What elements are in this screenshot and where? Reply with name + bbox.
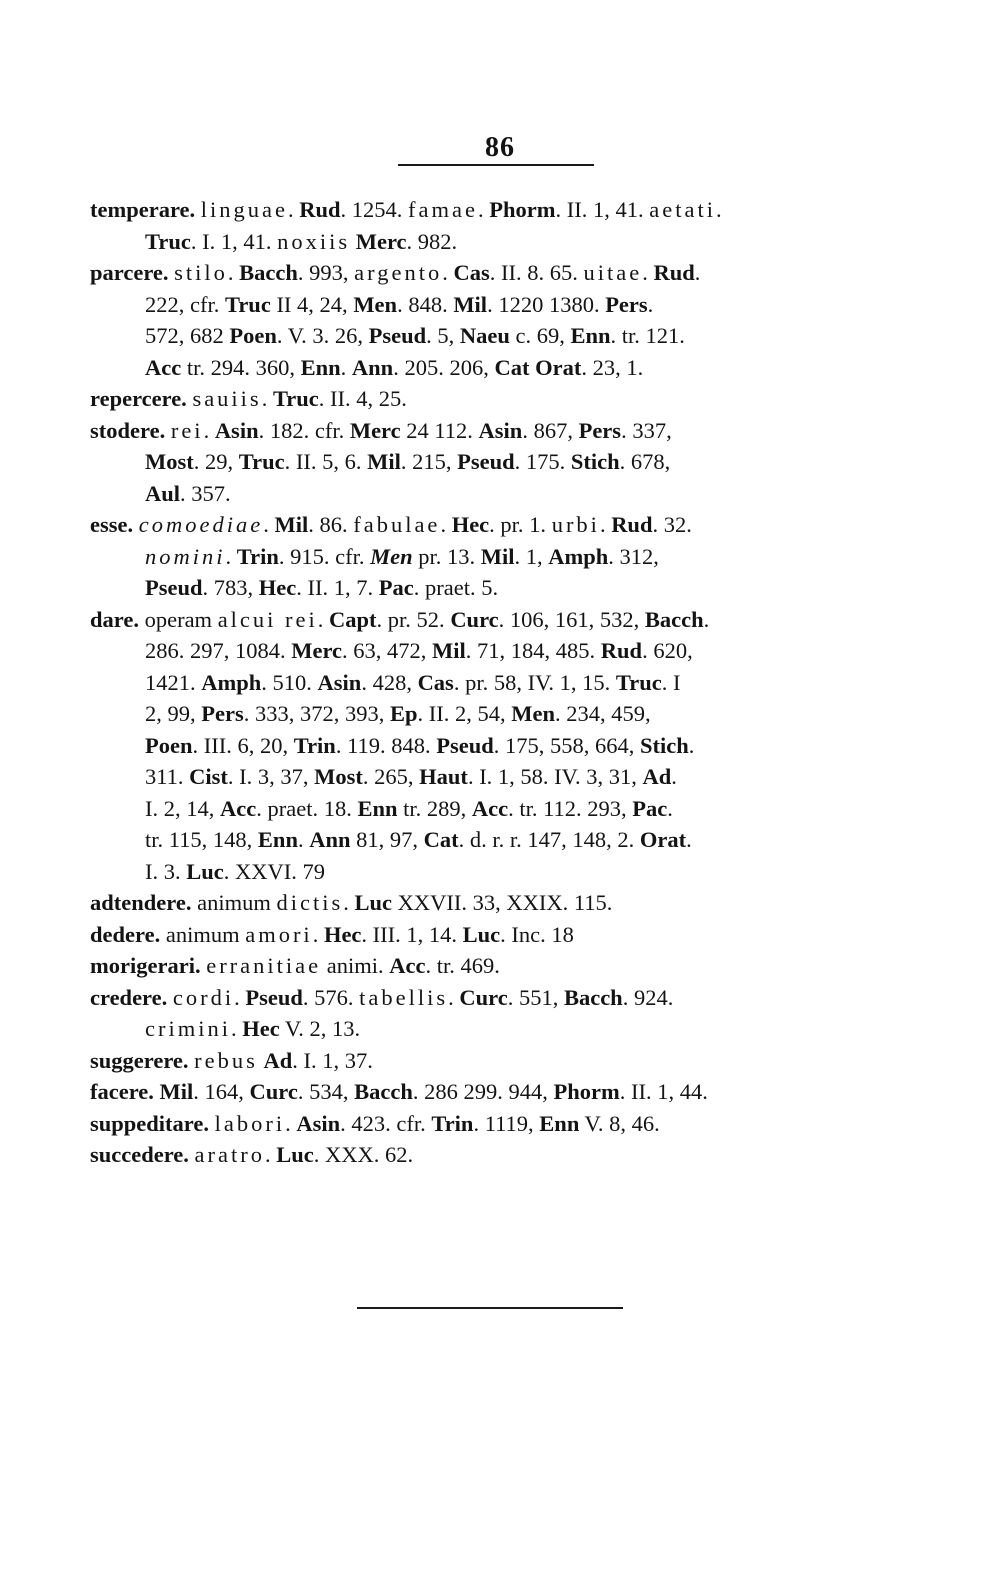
source-abbreviation: Pac bbox=[632, 795, 668, 821]
citation-text: . I. 1, 37. bbox=[292, 1047, 373, 1073]
citation-text: . 1254. bbox=[340, 197, 409, 222]
source-abbreviation: Ad bbox=[642, 764, 672, 789]
entry-continuation-line bbox=[90, 572, 905, 604]
source-abbreviation: Curc bbox=[450, 606, 499, 632]
governed-word: amori bbox=[245, 921, 313, 947]
source-abbreviation: Stich bbox=[640, 732, 689, 758]
source-abbreviation: Ann bbox=[351, 354, 394, 380]
source-abbreviation: Mil bbox=[432, 638, 466, 663]
source-abbreviation: Asin bbox=[478, 417, 523, 443]
source-abbreviation: Luc bbox=[276, 1142, 314, 1167]
citation-text: . bbox=[288, 197, 300, 222]
entry-continuation-line bbox=[90, 793, 905, 825]
citation-text: . II. 5, 6. bbox=[284, 449, 368, 474]
citation-text: . III. 6, 20, bbox=[192, 732, 294, 758]
index-entries bbox=[90, 194, 905, 1171]
citation-text: V. 2, 13. bbox=[279, 1016, 361, 1041]
citation-text: V. 8, 46. bbox=[579, 1110, 660, 1136]
source-abbreviation: Bacch bbox=[239, 260, 298, 285]
source-abbreviation: Men bbox=[511, 701, 556, 726]
entry-continuation-line bbox=[90, 478, 905, 510]
source-abbreviation: Men bbox=[370, 543, 413, 569]
citation-text: . pr. 52. bbox=[376, 606, 451, 632]
citation-text: . 63, 472, bbox=[342, 638, 433, 663]
citation-text: . bbox=[265, 1142, 277, 1167]
citation-text: . 32. bbox=[652, 512, 692, 537]
source-abbreviation: Hec bbox=[323, 921, 362, 947]
citation-text: . 783, bbox=[202, 575, 259, 600]
citation-text: . bbox=[703, 606, 710, 632]
citation-text: . bbox=[667, 795, 673, 821]
citation-text: . 993, bbox=[297, 260, 355, 285]
source-abbreviation: Curc bbox=[249, 1079, 298, 1104]
citation-text: . XXVI. 79 bbox=[223, 858, 326, 884]
citation-text: animum bbox=[191, 890, 277, 915]
source-abbreviation: Mil bbox=[274, 512, 309, 537]
entry-lemma: morigerari. bbox=[90, 953, 201, 978]
entry-lemma: suggerere. bbox=[90, 1047, 189, 1073]
entry-line bbox=[90, 950, 905, 982]
citation-text: . V. 3. 26, bbox=[276, 323, 369, 348]
source-abbreviation: Most bbox=[314, 764, 363, 789]
source-abbreviation: Enn bbox=[539, 1110, 580, 1136]
citation-text: . I. 1, 58. IV. 3, 31, bbox=[467, 764, 643, 789]
governed-word: argento bbox=[354, 260, 443, 285]
source-abbreviation: Mil bbox=[453, 291, 488, 317]
source-abbreviation: Truc bbox=[615, 669, 662, 695]
entry-lemma: parcere. bbox=[90, 260, 169, 285]
citation-text: 286. 297, 1084. bbox=[145, 638, 292, 663]
entry-continuation-line bbox=[90, 698, 905, 730]
source-abbreviation: Luc bbox=[462, 921, 501, 947]
source-abbreviation: Acc bbox=[389, 953, 426, 978]
citation-text: . bbox=[694, 260, 701, 285]
entry-lemma: succedere. bbox=[90, 1142, 189, 1167]
governed-word: aetati bbox=[649, 197, 716, 222]
citation-text: . 551, bbox=[507, 984, 564, 1010]
citation-text: . bbox=[671, 764, 677, 789]
source-abbreviation: Pseud bbox=[368, 323, 427, 348]
citation-text: operam bbox=[138, 606, 218, 632]
governed-word: stilo bbox=[174, 260, 228, 285]
entry-line bbox=[90, 1076, 905, 1108]
source-abbreviation: Merc bbox=[291, 638, 343, 663]
governed-word: famae bbox=[408, 197, 479, 222]
page-number: 86 bbox=[485, 132, 515, 163]
source-abbreviation: Ann bbox=[309, 827, 351, 852]
source-abbreviation: Curc bbox=[459, 984, 508, 1010]
source-abbreviation: Pers bbox=[201, 701, 244, 726]
citation-text: II 4, 24, bbox=[270, 291, 354, 317]
governed-word: aratro bbox=[194, 1142, 266, 1167]
source-abbreviation: Acc bbox=[145, 354, 182, 380]
citation-text: XXVII. 33, XXIX. 115. bbox=[391, 890, 613, 915]
citation-text: . bbox=[317, 606, 330, 632]
citation-text: . bbox=[203, 417, 215, 443]
source-abbreviation: Pers bbox=[605, 291, 648, 317]
source-abbreviation: Cat bbox=[494, 354, 530, 380]
source-abbreviation: Ad bbox=[263, 1047, 293, 1073]
entry-lemma: credere. bbox=[90, 984, 168, 1010]
source-abbreviation: Enn bbox=[300, 354, 341, 380]
source-abbreviation: Ep bbox=[389, 701, 418, 726]
citation-text: . bbox=[715, 197, 722, 222]
citation-text: . I. 3, 37, bbox=[227, 764, 315, 789]
governed-word: nomini bbox=[145, 543, 226, 569]
governed-word: sauiis bbox=[192, 386, 262, 411]
citation-text: . bbox=[599, 512, 612, 537]
citation-text: . 106, 161, 532, bbox=[498, 606, 645, 632]
citation-text: tr. 294. 360, bbox=[181, 354, 301, 380]
entry-lemma: facere. bbox=[90, 1079, 154, 1104]
source-abbreviation: Cist bbox=[189, 764, 228, 789]
source-abbreviation: Most bbox=[145, 449, 194, 474]
citation-text: . bbox=[647, 291, 654, 317]
source-abbreviation: Enn bbox=[357, 795, 398, 821]
governed-word: dictis bbox=[276, 890, 344, 915]
citation-text: . bbox=[343, 890, 355, 915]
source-abbreviation: Pers bbox=[578, 417, 622, 443]
source-abbreviation: Cas bbox=[453, 260, 490, 285]
governed-word: urbi bbox=[551, 512, 600, 537]
citation-text: . pr. 1. bbox=[489, 512, 552, 537]
entry-lemma: dedere. bbox=[90, 921, 161, 947]
citation-text: . 423. cfr. bbox=[340, 1110, 432, 1136]
citation-text: . 5, bbox=[426, 323, 460, 348]
source-abbreviation: Truc bbox=[145, 228, 191, 254]
governed-word: alcui rei bbox=[217, 606, 318, 632]
entry-line bbox=[90, 887, 905, 919]
source-abbreviation: Rud bbox=[653, 260, 695, 285]
header-rule bbox=[398, 164, 594, 166]
citation-text: 222, cfr. bbox=[145, 291, 225, 317]
citation-text: . 534, bbox=[297, 1079, 355, 1104]
source-abbreviation: Pseud bbox=[245, 984, 303, 1010]
citation-text: . 337, bbox=[621, 417, 672, 443]
source-abbreviation: Truc bbox=[224, 291, 271, 317]
citation-text: . II. 1, 7. bbox=[296, 575, 379, 600]
citation-text: . 215, bbox=[400, 449, 458, 474]
citation-text: . 357. bbox=[180, 480, 231, 506]
entry-continuation-line bbox=[90, 446, 905, 478]
citation-text: . bbox=[227, 260, 240, 285]
citation-text: . bbox=[234, 984, 246, 1010]
source-abbreviation: Men bbox=[353, 291, 398, 317]
governed-word: fabulae bbox=[353, 512, 441, 537]
citation-text: . bbox=[225, 543, 237, 569]
entry-line bbox=[90, 257, 905, 289]
entry-continuation-line bbox=[90, 226, 905, 258]
citation-text: pr. 13. bbox=[412, 543, 481, 569]
source-abbreviation: Luc bbox=[186, 858, 224, 884]
citation-text: . 678, bbox=[619, 449, 671, 474]
citation-text: . bbox=[642, 260, 654, 285]
footer-rule bbox=[357, 1307, 623, 1309]
source-abbreviation: Bacch bbox=[563, 984, 623, 1010]
citation-text: . 86. bbox=[308, 512, 354, 537]
citation-text: . bbox=[442, 260, 454, 285]
source-abbreviation: Cat bbox=[423, 827, 459, 852]
citation-text: . III. 1, 14. bbox=[361, 921, 463, 947]
source-abbreviation: Mil bbox=[480, 543, 515, 569]
citation-text: . d. r. r. 147, 148, 2. bbox=[458, 827, 640, 852]
entry-lemma: stodere. bbox=[90, 417, 166, 443]
citation-text: . bbox=[686, 827, 692, 852]
source-abbreviation: Trin bbox=[293, 732, 336, 758]
citation-text: . bbox=[261, 386, 273, 411]
entry-continuation-line bbox=[90, 1013, 905, 1045]
citation-text: . XXX. 62. bbox=[313, 1142, 414, 1167]
citation-text: . I bbox=[661, 669, 681, 695]
source-abbreviation: Pseud bbox=[436, 732, 494, 758]
citation-text: . 924. bbox=[622, 984, 674, 1010]
entry-lemma: repercere. bbox=[90, 386, 187, 411]
entry-line bbox=[90, 1045, 905, 1077]
citation-text: 81, 97, bbox=[350, 827, 424, 852]
citation-text: . 428, bbox=[361, 669, 418, 695]
citation-text: . II. 1, 44. bbox=[619, 1079, 708, 1104]
entry-continuation-line bbox=[90, 856, 905, 888]
citation-text: . I. 1, 41. bbox=[190, 228, 278, 254]
entry-line bbox=[90, 1139, 905, 1171]
citation-text: . 119. 848. bbox=[335, 732, 437, 758]
source-abbreviation: Rud bbox=[299, 197, 341, 222]
citation-text: . 23, 1. bbox=[581, 354, 644, 380]
citation-text: . 915. cfr. bbox=[278, 543, 371, 569]
source-abbreviation: Mil bbox=[159, 1079, 194, 1104]
entry-continuation-line bbox=[90, 541, 905, 573]
entry-continuation-line bbox=[90, 635, 905, 667]
citation-text: . bbox=[297, 827, 310, 852]
source-abbreviation: Hec bbox=[242, 1016, 280, 1041]
source-abbreviation: Acc bbox=[471, 795, 509, 821]
citation-text: . bbox=[478, 197, 490, 222]
entry-lemma: dare. bbox=[90, 606, 139, 632]
citation-text: . bbox=[448, 984, 460, 1010]
citation-text: . 71, 184, 485. bbox=[465, 638, 601, 663]
citation-text: . 576. bbox=[302, 984, 360, 1010]
entry-lemma: adtendere. bbox=[90, 890, 192, 915]
entry-line bbox=[90, 509, 905, 541]
citation-text: . II. 8. 65. bbox=[489, 260, 584, 285]
entry-line bbox=[90, 194, 905, 226]
governed-word: noxiis bbox=[277, 228, 351, 254]
source-abbreviation: Hec bbox=[258, 575, 297, 600]
citation-text: . bbox=[312, 921, 324, 947]
governed-word: rebus bbox=[194, 1047, 258, 1073]
citation-text: . 234, 459, bbox=[555, 701, 651, 726]
citation-text: . 1220 1380. bbox=[487, 291, 606, 317]
citation-text: . praet. 18. bbox=[256, 795, 358, 821]
entry-line bbox=[90, 415, 905, 447]
citation-text: animi. bbox=[321, 953, 390, 978]
source-abbreviation: Bacch bbox=[354, 1079, 413, 1104]
citation-text: . II. 1, 41. bbox=[555, 197, 650, 222]
source-abbreviation: Trin bbox=[236, 543, 279, 569]
citation-text: 572, 682 bbox=[145, 323, 230, 348]
citation-text: 1421. bbox=[145, 669, 202, 695]
entry-continuation-line bbox=[90, 824, 905, 856]
source-abbreviation: Phorm bbox=[489, 197, 556, 222]
entry-line bbox=[90, 919, 905, 951]
citation-text: . 620, bbox=[642, 638, 693, 663]
governed-word: linguae bbox=[200, 197, 289, 222]
entry-continuation-line bbox=[90, 730, 905, 762]
source-abbreviation: Orat bbox=[639, 827, 687, 852]
citation-text: animum bbox=[160, 921, 246, 947]
citation-text: . tr. 112. 293, bbox=[508, 795, 633, 821]
source-abbreviation: Asin bbox=[214, 417, 259, 443]
source-abbreviation: Rud bbox=[600, 638, 643, 663]
citation-text: . Inc. 18 bbox=[500, 921, 574, 947]
source-abbreviation: Merc bbox=[355, 228, 407, 254]
citation-text: 311. bbox=[145, 764, 190, 789]
citation-text: I. 2, 14, bbox=[145, 795, 220, 821]
entry-lemma: temperare. bbox=[90, 197, 196, 222]
citation-text: . 182. cfr. bbox=[258, 417, 350, 443]
citation-text: . 205. 206, bbox=[393, 354, 495, 380]
citation-text: . bbox=[263, 512, 275, 537]
source-abbreviation: Phorm bbox=[553, 1079, 620, 1104]
entry-lemma: suppeditare. bbox=[90, 1110, 209, 1136]
citation-text: . praet. 5. bbox=[413, 575, 499, 600]
citation-text: . 312, bbox=[608, 543, 659, 569]
citation-text: . 982. bbox=[406, 228, 458, 254]
citation-text: . 286 299. 944, bbox=[412, 1079, 554, 1104]
governed-word: cordi bbox=[172, 984, 235, 1010]
citation-text: . 175, 558, 664, bbox=[493, 732, 641, 758]
entry-continuation-line bbox=[90, 289, 905, 321]
citation-text: . tr. 121. bbox=[610, 323, 685, 348]
citation-text: . bbox=[285, 1110, 297, 1136]
source-abbreviation: Asin bbox=[317, 669, 362, 695]
citation-text: . 1, bbox=[514, 543, 549, 569]
entry-continuation-line bbox=[90, 667, 905, 699]
entry-line bbox=[90, 604, 905, 636]
source-abbreviation: Pac bbox=[378, 575, 414, 600]
citation-text: . 867, bbox=[522, 417, 579, 443]
entry-line bbox=[90, 1108, 905, 1140]
source-abbreviation: Trin bbox=[431, 1110, 474, 1136]
citation-text: . 265, bbox=[362, 764, 420, 789]
governed-word: erranitiae bbox=[206, 953, 322, 978]
governed-word: comoediae bbox=[138, 512, 264, 537]
source-abbreviation: Luc bbox=[354, 890, 392, 915]
source-abbreviation: Merc bbox=[349, 417, 401, 443]
citation-text: 24 112. bbox=[400, 417, 479, 443]
source-abbreviation: Poen bbox=[145, 732, 193, 758]
citation-text: I. 3. bbox=[145, 858, 187, 884]
entry-lemma: esse. bbox=[90, 512, 134, 537]
citation-text: . 510. bbox=[261, 669, 318, 695]
citation-text: . 1119, bbox=[473, 1110, 540, 1136]
citation-text: . 333, 372, 393, bbox=[243, 701, 390, 726]
source-abbreviation: Mil bbox=[367, 449, 401, 474]
citation-text: . II. 4, 25. bbox=[318, 386, 407, 411]
source-abbreviation: Orat bbox=[535, 354, 582, 380]
entry-line bbox=[90, 982, 905, 1014]
governed-word: labori bbox=[214, 1110, 286, 1136]
source-abbreviation: Amph bbox=[201, 669, 262, 695]
citation-text: . II. 2, 54, bbox=[417, 701, 512, 726]
citation-text: . bbox=[230, 1016, 243, 1041]
source-abbreviation: Acc bbox=[220, 795, 257, 821]
citation-text: . bbox=[440, 512, 452, 537]
source-abbreviation: Bacch bbox=[644, 606, 704, 632]
citation-text: tr. 289, bbox=[397, 795, 472, 821]
source-abbreviation: Poen bbox=[229, 323, 277, 348]
citation-text: . 848. bbox=[397, 291, 454, 317]
source-abbreviation: Capt bbox=[329, 606, 377, 632]
source-abbreviation: Haut bbox=[419, 764, 468, 789]
source-abbreviation: Enn bbox=[570, 323, 611, 348]
citation-text: c. 69, bbox=[509, 323, 571, 348]
citation-text: . 175. bbox=[514, 449, 571, 474]
entry-continuation-line bbox=[90, 352, 905, 384]
source-abbreviation: Pseud bbox=[145, 575, 203, 600]
citation-text: . 164, bbox=[193, 1079, 250, 1104]
source-abbreviation: Enn bbox=[257, 827, 298, 852]
source-abbreviation: Amph bbox=[548, 543, 609, 569]
source-abbreviation: Asin bbox=[296, 1110, 341, 1136]
citation-text: . 29, bbox=[193, 449, 239, 474]
source-abbreviation: Rud bbox=[611, 512, 653, 537]
source-abbreviation: Naeu bbox=[459, 323, 510, 348]
entry-continuation-line bbox=[90, 761, 905, 793]
governed-word: crimini bbox=[145, 1016, 231, 1041]
citation-text: tr. 115, 148, bbox=[145, 827, 258, 852]
citation-text: . bbox=[688, 732, 695, 758]
source-abbreviation: Truc bbox=[272, 386, 319, 411]
entry-line bbox=[90, 383, 905, 415]
governed-word: tabellis bbox=[359, 984, 449, 1010]
citation-text: . pr. 58, IV. 1, 15. bbox=[453, 669, 616, 695]
governed-word: rei bbox=[170, 417, 204, 443]
citation-text: . bbox=[340, 354, 352, 380]
source-abbreviation: Truc bbox=[238, 449, 285, 474]
entry-continuation-line bbox=[90, 320, 905, 352]
citation-text: 2, 99, bbox=[145, 701, 202, 726]
source-abbreviation: Aul bbox=[145, 480, 181, 506]
citation-text: . tr. 469. bbox=[425, 953, 500, 978]
source-abbreviation: Hec bbox=[451, 512, 490, 537]
source-abbreviation: Pseud bbox=[457, 449, 515, 474]
governed-word: uitae bbox=[583, 260, 643, 285]
source-abbreviation: Stich bbox=[570, 449, 620, 474]
source-abbreviation: Cas bbox=[417, 669, 454, 695]
